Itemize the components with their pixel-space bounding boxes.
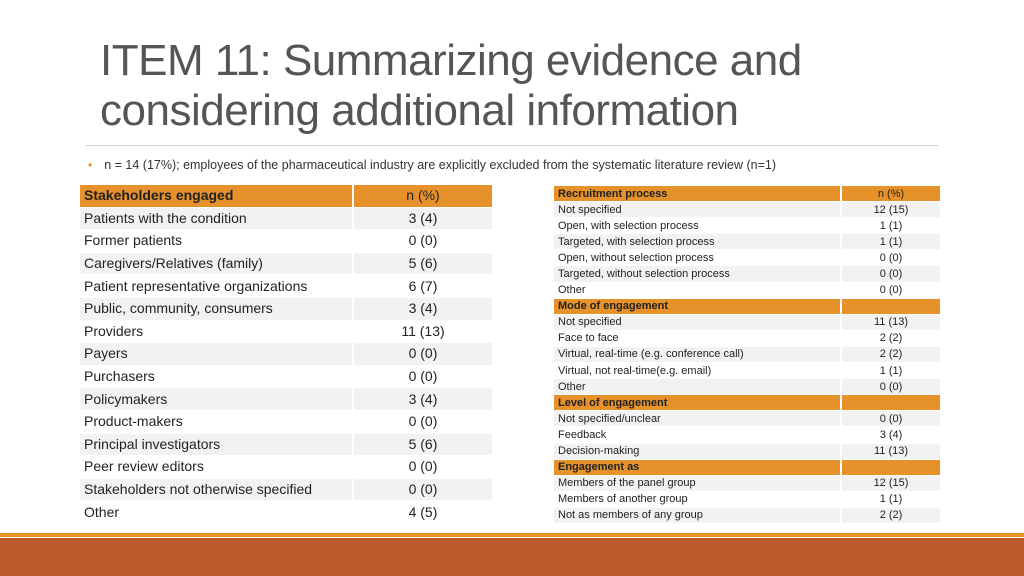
row-value: 11 (13) bbox=[841, 443, 940, 459]
row-label: Other bbox=[80, 501, 353, 524]
row-value: 11 (13) bbox=[353, 320, 492, 343]
row-label: Patients with the condition bbox=[80, 207, 353, 230]
table-row bbox=[554, 363, 940, 379]
table-row bbox=[80, 433, 492, 456]
row-label: Virtual, real-time (e.g. conference call) bbox=[554, 346, 841, 362]
table-row bbox=[80, 365, 492, 388]
row-label: Feedback bbox=[554, 427, 841, 443]
row-label: Other bbox=[554, 379, 841, 395]
table-row bbox=[554, 202, 940, 218]
table-row bbox=[554, 218, 940, 234]
row-label: Virtual, not real-time(e.g. email) bbox=[554, 363, 841, 379]
section-header-row bbox=[554, 298, 940, 314]
table-row bbox=[554, 330, 940, 346]
stakeholders-table bbox=[80, 185, 492, 524]
row-value: 0 (0) bbox=[353, 230, 492, 253]
row-value: 4 (5) bbox=[353, 501, 492, 524]
row-value: 1 (1) bbox=[841, 491, 940, 507]
row-value: 12 (15) bbox=[841, 475, 940, 491]
table-row bbox=[80, 230, 492, 253]
bullet-text: n = 14 (17%); employees of the pharmaceutical industry are explicitly excluded from the systematic literature review (n=1) bbox=[104, 158, 777, 172]
table-row bbox=[554, 266, 940, 282]
row-label: Not specified bbox=[554, 202, 841, 218]
row-value bbox=[841, 298, 940, 314]
table-row bbox=[80, 320, 492, 343]
row-value: 1 (1) bbox=[841, 234, 940, 250]
row-value: 0 (0) bbox=[353, 478, 492, 501]
section-header-row bbox=[554, 459, 940, 475]
table-row bbox=[80, 297, 492, 320]
row-value: 3 (4) bbox=[353, 388, 492, 411]
row-label: Payers bbox=[80, 343, 353, 366]
row-label: Principal investigators bbox=[80, 433, 353, 456]
row-label: Product-makers bbox=[80, 410, 353, 433]
table-row bbox=[80, 501, 492, 524]
bullet-note bbox=[88, 158, 776, 172]
engagement-table bbox=[554, 186, 940, 524]
row-label: Patient representative organizations bbox=[80, 275, 353, 298]
row-value bbox=[841, 459, 940, 475]
row-value bbox=[841, 395, 940, 411]
footer-bar bbox=[0, 538, 1024, 576]
row-label: Purchasers bbox=[80, 365, 353, 388]
table-row bbox=[554, 411, 940, 427]
row-label: Open, without selection process bbox=[554, 250, 841, 266]
row-value: 3 (4) bbox=[353, 297, 492, 320]
row-value: 3 (4) bbox=[841, 427, 940, 443]
header-label: Stakeholders engaged bbox=[80, 185, 353, 207]
row-value: n (%) bbox=[841, 186, 940, 202]
section-header-row bbox=[554, 186, 940, 202]
bullet-icon: • bbox=[88, 158, 93, 172]
table-row bbox=[554, 314, 940, 330]
row-label: Other bbox=[554, 282, 841, 298]
table-row bbox=[554, 234, 940, 250]
row-label: Targeted, with selection process bbox=[554, 234, 841, 250]
row-label: Public, community, consumers bbox=[80, 297, 353, 320]
row-label: Policymakers bbox=[80, 388, 353, 411]
row-value: 1 (1) bbox=[841, 218, 940, 234]
row-label: Not specified/unclear bbox=[554, 411, 841, 427]
row-label: Not specified bbox=[554, 314, 841, 330]
row-value: 5 (6) bbox=[353, 252, 492, 275]
row-label: Face to face bbox=[554, 330, 841, 346]
row-label: Members of the panel group bbox=[554, 475, 841, 491]
table-row bbox=[554, 250, 940, 266]
table-row bbox=[554, 282, 940, 298]
slide-title-line-1: ITEM 11: Summarizing evidence and bbox=[100, 36, 802, 85]
header-value: n (%) bbox=[353, 185, 492, 207]
row-value: 0 (0) bbox=[353, 343, 492, 366]
row-label: Engagement as bbox=[554, 459, 841, 475]
row-label: Former patients bbox=[80, 230, 353, 253]
stakeholders-table-header bbox=[80, 185, 492, 207]
section-header-row bbox=[554, 395, 940, 411]
slide-title-line-2: considering additional information bbox=[100, 86, 739, 135]
table-row bbox=[554, 443, 940, 459]
row-value: 2 (2) bbox=[841, 507, 940, 523]
row-value: 0 (0) bbox=[353, 410, 492, 433]
table-row bbox=[80, 207, 492, 230]
table-row bbox=[80, 388, 492, 411]
row-label: Providers bbox=[80, 320, 353, 343]
row-label: Mode of engagement bbox=[554, 298, 841, 314]
row-value: 3 (4) bbox=[353, 207, 492, 230]
row-label: Recruitment process bbox=[554, 186, 841, 202]
table-row bbox=[80, 252, 492, 275]
row-value: 0 (0) bbox=[353, 365, 492, 388]
table-row bbox=[554, 346, 940, 362]
row-value: 0 (0) bbox=[841, 250, 940, 266]
row-label: Decision-making bbox=[554, 443, 841, 459]
row-value: 0 (0) bbox=[841, 282, 940, 298]
row-label: Level of engagement bbox=[554, 395, 841, 411]
row-label: Stakeholders not otherwise specified bbox=[80, 478, 353, 501]
table-row bbox=[80, 410, 492, 433]
row-value: 11 (13) bbox=[841, 314, 940, 330]
row-value: 2 (2) bbox=[841, 330, 940, 346]
table-row bbox=[554, 475, 940, 491]
table-row bbox=[554, 379, 940, 395]
row-value: 0 (0) bbox=[841, 411, 940, 427]
row-value: 12 (15) bbox=[841, 202, 940, 218]
table-row bbox=[80, 275, 492, 298]
row-label: Peer review editors bbox=[80, 456, 353, 479]
table-row bbox=[80, 456, 492, 479]
row-value: 5 (6) bbox=[353, 433, 492, 456]
row-label: Open, with selection process bbox=[554, 218, 841, 234]
row-label: Not as members of any group bbox=[554, 507, 841, 523]
row-value: 2 (2) bbox=[841, 346, 940, 362]
table-row bbox=[554, 491, 940, 507]
row-label: Caregivers/Relatives (family) bbox=[80, 252, 353, 275]
slide-title bbox=[100, 36, 960, 136]
row-value: 6 (7) bbox=[353, 275, 492, 298]
row-value: 0 (0) bbox=[353, 456, 492, 479]
table-row bbox=[554, 427, 940, 443]
title-divider bbox=[86, 145, 938, 146]
table-row bbox=[80, 343, 492, 366]
row-value: 0 (0) bbox=[841, 266, 940, 282]
row-label: Targeted, without selection process bbox=[554, 266, 841, 282]
table-row bbox=[80, 478, 492, 501]
footer-accent-line bbox=[0, 533, 1024, 537]
row-value: 1 (1) bbox=[841, 363, 940, 379]
row-value: 0 (0) bbox=[841, 379, 940, 395]
table-row bbox=[554, 507, 940, 523]
row-label: Members of another group bbox=[554, 491, 841, 507]
